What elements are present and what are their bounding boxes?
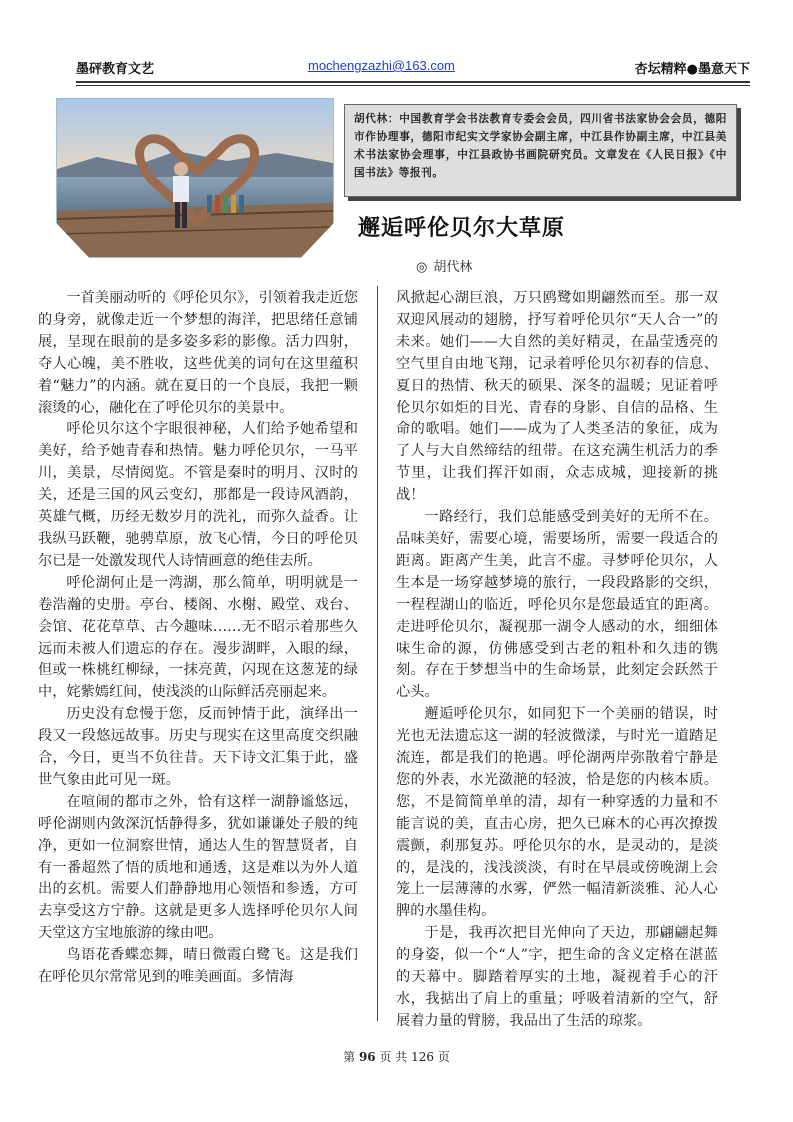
paragraph: 风掀起心湖巨浪，万只鸥鹭如期翩然而至。那一双双迎风展动的翅膀，抒写着呼伦贝尔“天人合一”的未来。她们——大自然的美好精灵，在晶莹透亮的空气里自由地飞翔，记录着呼伦贝尔初春的信息、夏日的热情、秋天的硕果、深冬的温暖；见证着呼伦贝尔如炬的目光、青春的身影、自信的品格、生命的歌唱。她们——成为了人类圣洁的象征，成为了人与大自然缔结的纽带。在这充满生机活力的季节里，让我们挥汗如雨，众志成城，迎接新的挑战！	[396, 290, 718, 504]
paragraph: 呼伦湖何止是一湾湖，那么简单，明明就是一卷浩瀚的史册。亭台、楼阁、水榭、殿堂、戏台、会馆、花花草草、古今趣味……无不昭示着那些久远而未被人们遗忘的存在。漫步湖畔，入眼的绿，但或一株桃红柳绿，一抹亮黄，闪现在这葱茏的绿中，姹紫嫣红间，使浅淡的山际鲜活亮丽起来。	[38, 574, 358, 701]
paragraph: 在喧闹的都市之外，恰有这样一湖静谧悠远，呼伦湖则内敛深沉恬静得多，犹如谦谦处子般的纯净，更如一位洞察世情，通达人生的智慧贤者，自有一番超然了悟的质地和通透，这是难以为外人道出的玄机。需要人们静静地用心领悟和参透，方可去享受这方宁静。这就是更多人选择呼伦贝尔人间天堂这方宝地旅游的缘由吧。	[38, 793, 358, 942]
article-title: 邂逅呼伦贝尔大草原	[358, 216, 566, 241]
page-total: 126	[411, 1050, 435, 1064]
email-link[interactable]: mochengzazhi@163.com	[308, 58, 455, 73]
paragraph: 一路经行，我们总能感受到美好的无所不在。品味美好，需要心境，需要场所，需要一段适合的距离。距离产生美，此言不虚。寻梦呼伦贝尔，人生本是一场穿越梦境的旅行，一段段路影的交织，一程程湖山的临近，呼伦贝尔是您最适宜的距离。走进呼伦贝尔，凝视那一湖令人感动的水，细细体味生命的源，仿佛感受到古老的粗朴和久违的镌刻。存在于梦想当中的生命场景，此刻定会跃然于心头。	[396, 509, 718, 701]
paragraph: 邂逅呼伦贝尔，如同犯下一个美丽的错误，时光也无法遗忘这一湖的轻波微漾，与时光一道踏足流连，都是我们的艳遇。呼伦湖两岸弥散着宁静是您的外表，水光潋滟的轻波，恰是您的内核本质。您，不是简简单单的清，却有一种穿透的力量和不能言说的美，直击心房，把久已麻木的心再次撩拨震颤，刹那复苏。呼伦贝尔的水，是灵动的，是淡的，是浅的，浅浅淡淡，有时在早晨或傍晚湖上会笼上一层薄薄的水雾，俨然一幅清新淡雅、沁人心脾的水墨佳构。	[396, 706, 718, 920]
footer-suffix: 页	[437, 1050, 450, 1064]
paragraph: 一首美丽动听的《呼伦贝尔》，引领着我走近您的身旁，就像走近一个梦想的海洋，把思绪任意铺展，呈现在眼前的是多姿多彩的影像。活力四射，夺人心魄，美不胜收，这些优美的词句在这里蕴积着“魅力”的内涵。就在夏日的一个良辰，我把一颗滚烫的心，融化在了呼伦贝尔的美景中。	[38, 290, 358, 416]
bullet-mark: ◎	[416, 260, 428, 275]
left-column	[38, 288, 358, 989]
magazine-name: 墨砰教育文艺	[76, 62, 155, 77]
author-bio-box: 胡代林：中国教育学会书法教育专委会会员，四川省书法家协会会员，德阳市作协理事，德阳市纪实文学家协会副主席，中江县作协副主席，中江县美术书法家协会理事，中江县政协书画院研究员。文章发在《人民日报》《中国书法》等报刊。	[344, 104, 737, 197]
paragraph: 历史没有怠慢于您，反而钟情于此，演绎出一段又一段悠远故事。历史与现实在这里高度交织融合，今日，更当不负往昔。天下诗文汇集于此，盛世气象由此可见一斑。	[38, 706, 358, 788]
paragraph: 于是，我再次把目光伸向了天边，那翩翩起舞的身姿，似一个“人”字，把生命的含义定格在湛蓝的天幕中。脚踏着厚实的土地，凝视着手心的汗水，我掂出了肩上的重量；呼吸着清新的空气，舒展着力量的臂膀，我品出了生活的琼浆。	[396, 925, 718, 1029]
header-rule	[76, 81, 750, 83]
page-footer	[0, 1048, 793, 1065]
paragraph: 鸟语花香蝶恋舞，晴日微霞白鹭飞。这是我们在呼伦贝尔常常见到的唯美画面。多情海	[38, 947, 358, 986]
header-rule-thin	[76, 85, 750, 86]
author-name: 胡代林	[433, 260, 473, 275]
right-column	[396, 288, 718, 1033]
footer-mid: 页 共	[379, 1050, 408, 1064]
page-header	[76, 56, 750, 78]
column-divider	[377, 286, 378, 1021]
author-photo	[56, 98, 334, 258]
section-name: 杏坛精粹●墨意天下	[634, 62, 750, 77]
page-number: 96	[358, 1050, 376, 1064]
photo-scene	[57, 99, 333, 257]
author-line	[416, 256, 472, 275]
footer-prefix: 第	[343, 1050, 356, 1064]
paragraph: 呼伦贝尔这个字眼很神秘，人们给予她希望和美好，给予她青春和热情。魅力呼伦贝尔，一马平川，美景，尽情阅览。不管是秦时的明月、汉时的关，还是三国的风云变幻，那都是一段诗风酒韵，英雄气概，历经无数岁月的洗礼，而弥久益香。让我纵马跃鞭，驰骋草原，放飞心情，今日的呼伦贝尔已是一处激发现代人诗情画意的绝佳去所。	[38, 421, 358, 569]
